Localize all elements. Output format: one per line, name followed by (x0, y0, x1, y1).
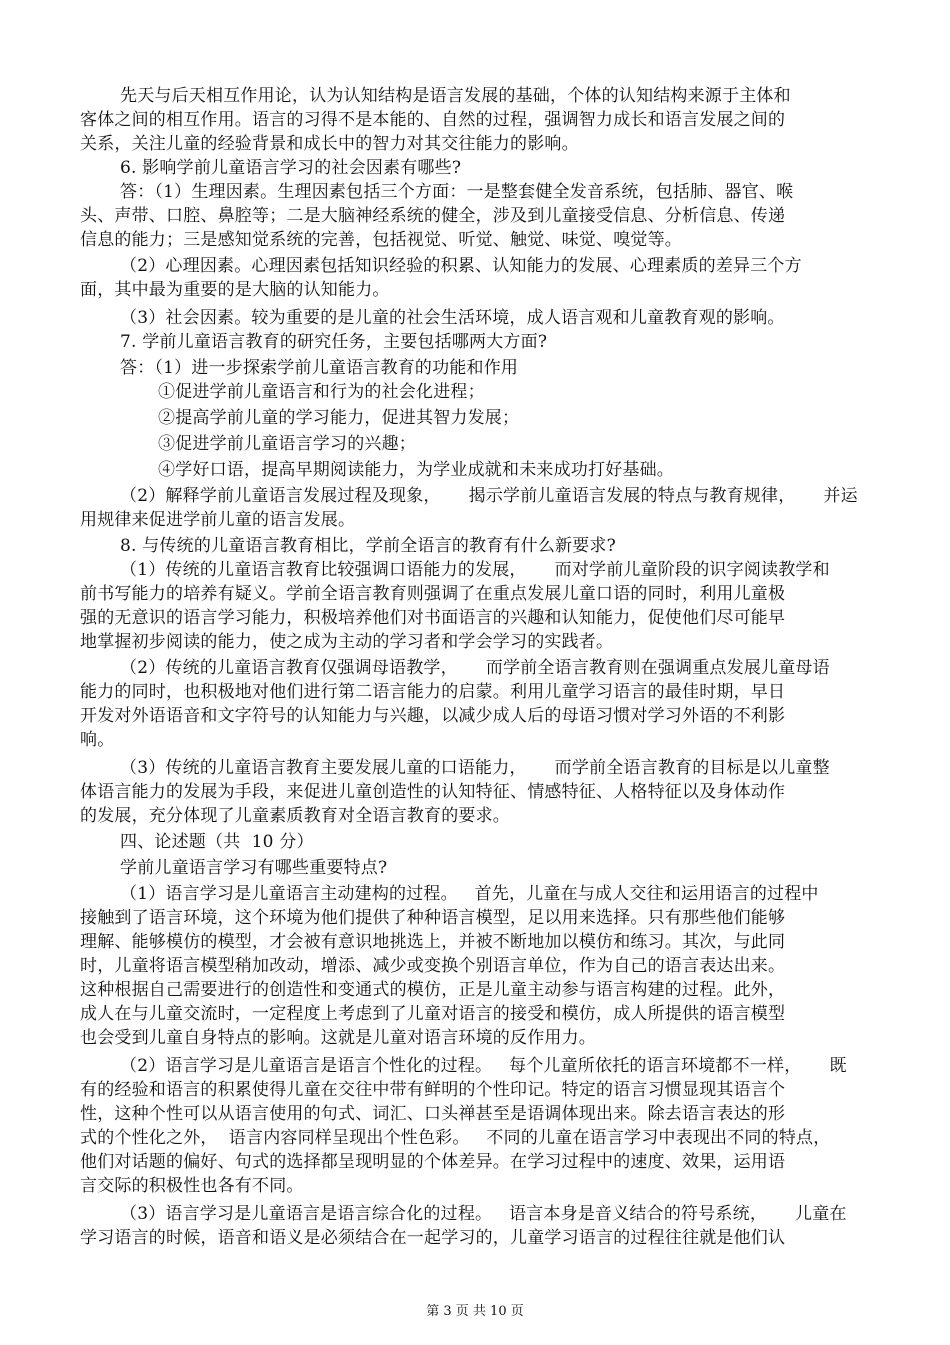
text-line: 用规律来促进学前儿童的语言发展。 (80, 510, 356, 530)
text-line: 面，其中最为重要的是大脑的认知能力。 (80, 280, 390, 300)
text-line: （2）语言学习是儿童语言是语言个性化的过程。 每个儿童所依托的语言环境都不一样， 既 (120, 1056, 847, 1076)
question-heading: 8. 与传统的儿童语言教育相比，学前全语言的教育有什么新要求? (120, 536, 616, 556)
text-line: （2）传统的儿童语言教育仅强调母语教学， 而学前全语言教育则在强调重点发展儿童母语 (120, 658, 830, 678)
text-line: 信息的能力；三是感知觉系统的完善，包括视觉、听觉、触觉、味觉、嗅觉等。 (80, 230, 682, 250)
text-line: 这种根据自己需要进行的创造性和变通式的模仿，正是儿童主动参与语言构建的过程。此外， (80, 980, 786, 1000)
text-line: 性，这种个性可以从语言使用的句式、词汇、口头禅甚至是语调体现出来。除去语言表达的形 (80, 1104, 786, 1124)
text-line: （3）社会因素。较为重要的是儿童的社会生活环境，成人语言观和儿童教育观的影响。 (120, 308, 785, 328)
text-line: 他们对话题的偏好、句式的选择都呈现明显的个体差异。在学习过程中的速度、效果，运用语 (80, 1152, 786, 1172)
text-line: 答：（1）生理因素。生理因素包括三个方面：一是整套健全发音系统，包括肺、器官、喉 (120, 182, 794, 202)
text-line: 开发对外语语音和文字符号的认知能力与兴趣，以减少成人后的母语习惯对学习外语的不利影 (80, 706, 786, 726)
text-line: 强的无意识的语言学习能力，积极培养他们对书面语言的兴趣和认知能力，促使他们尽可能早 (80, 608, 786, 628)
text-line: 有的经验和语言的积累使得儿童在交往中带有鲜明的个性印记。特定的语言习惯显现其语言个 (80, 1080, 786, 1100)
question-heading: 6. 影响学前儿童语言学习的社会因素有哪些? (120, 158, 462, 178)
text-line: 理解、能够模仿的模型，才会被有意识地挑选上，并被不断地加以模仿和练习。其次，与此同 (80, 932, 786, 952)
section-heading: 四、论述题（共 10 分） (120, 832, 314, 852)
text-line: 接触到了语言环境，这个环境为他们提供了种种语言模型，足以用来选择。只有那些他们能够 (80, 908, 786, 928)
list-item: ②提高学前儿童的学习能力，促进其智力发展； (158, 408, 520, 428)
list-item: ④学好口语，提高早期阅读能力，为学业成就和未来成功打好基础。 (158, 460, 674, 480)
text-line: （1）语言学习是儿童语言主动建构的过程。 首先，儿童在与成人交往和运用语言的过程中 (120, 884, 819, 904)
text-line: 体语言能力的发展为手段，来促进儿童创造性的认知特征、情感特征、人格特征以及身体动作 (80, 782, 786, 802)
text-line: 响。 (80, 730, 115, 750)
text-line: 的发展，充分体现了儿童素质教育对全语言教育的要求。 (80, 806, 510, 826)
text-line: 先天与后天相互作用论，认为认知结构是语言发展的基础，个体的认知结构来源于主体和 (120, 86, 791, 106)
text-line: （2）心理因素。心理因素包括知识经验的积累、认知能力的发展、心理素质的差异三个方 (120, 256, 802, 276)
text-line: 前书写能力的培养有疑义。学前全语言教育则强调了在重点发展儿童口语的同时，利用儿童极 (80, 584, 786, 604)
text-line: 学习语言的时候，语音和语义是必须结合在一起学习的，儿童学习语言的过程往往就是他们认 (80, 1228, 786, 1248)
text-line: 答：（1）进一步探索学前儿童语言教育的功能和作用 (120, 358, 519, 378)
page-number: 第 3 页 共 10 页 (426, 1304, 524, 1319)
text-line: 成人在与儿童交流时，一定程度上考虑到了儿童对语言的接受和模仿，成人所提供的语言模型 (80, 1004, 786, 1024)
text-line: （1）传统的儿童语言教育比较强调口语能力的发展， 而对学前儿童阶段的识字阅读教学和 (120, 560, 830, 580)
text-line: 地掌握初步阅读的能力，使之成为主动的学习者和学会学习的实践者。 (80, 632, 614, 652)
text-line: （3）传统的儿童语言教育主要发展儿童的口语能力， 而学前全语言教育的目标是以儿童整 (120, 758, 830, 778)
text-line: 时，儿童将语言模型稍加改动，增添、减少或变换个别语言单位，作为自己的语言表达出来。 (80, 956, 786, 976)
text-line: （2）解释学前儿童语言发展过程及现象， 揭示学前儿童语言发展的特点与教育规律， 并运 (120, 486, 858, 506)
text-line: 客体之间的相互作用。语言的习得不是本能的、自然的过程，强调智力成长和语言发展之间的 (80, 110, 786, 130)
text-line: （3）语言学习是儿童语言是语言综合化的过程。 语言本身是音义结合的符号系统， 儿童在 (120, 1204, 847, 1224)
text-line: 能力的同时，也积极地对他们进行第二语言能力的启蒙。利用儿童学习语言的最佳时期，早日 (80, 682, 786, 702)
text-line: 式的个性化之外， 语言内容同样呈现出个性色彩。 不同的儿童在语言学习中表现出不同的特点， (80, 1128, 831, 1148)
text-line: 关系，关注儿童的经验背景和成长中的智力对其交往能力的影响。 (80, 134, 579, 154)
question-heading: 7. 学前儿童语言教育的研究任务，主要包括哪两大方面? (120, 332, 548, 352)
text-line: 也会受到儿童自身特点的影响。这就是儿童对语言环境的反作用力。 (80, 1028, 596, 1048)
text-line: 言交际的积极性也各有不同。 (80, 1176, 304, 1196)
text-line: 头、声带、口腔、鼻腔等；二是大脑神经系统的健全，涉及到儿童接受信息、分析信息、传递 (80, 206, 786, 226)
list-item: ①促进学前儿童语言和行为的社会化进程； (158, 382, 485, 402)
question-heading: 学前儿童语言学习有哪些重要特点? (120, 858, 388, 878)
list-item: ③促进学前儿童语言学习的兴趣； (158, 434, 416, 454)
